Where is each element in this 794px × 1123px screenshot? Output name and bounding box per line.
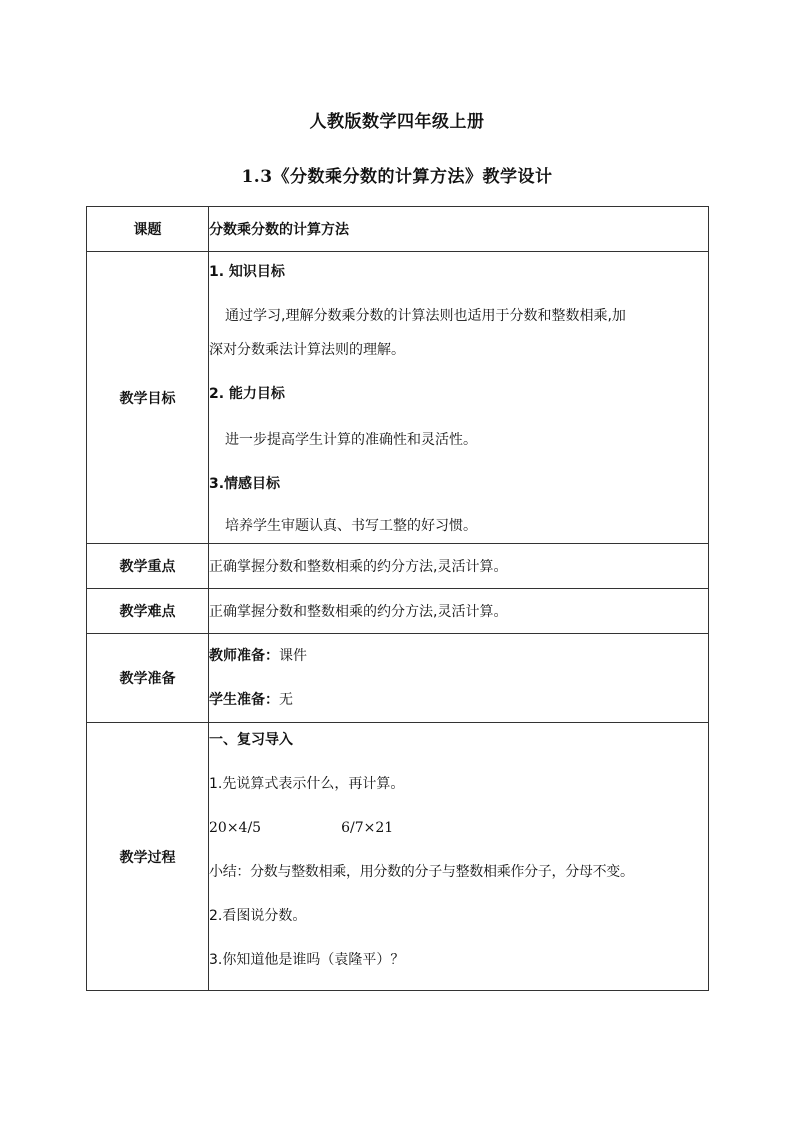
emotion-heading: 3.情感目标 [209,475,281,492]
objectives-content [209,252,709,544]
preparation-content [209,634,709,723]
difficulty-label: 教学难点 [87,589,209,634]
teacher-preparation-label: 教师准备： [209,648,279,664]
row-preparation [87,634,709,723]
teacher-preparation [209,645,708,667]
student-preparation-label: 学生准备： [209,692,279,708]
ability-heading: 2. 能力目标 [209,385,285,402]
ability-text: 进一步提高学生计算的准确性和灵活性。 [225,431,477,448]
calc-expression-1: 20×4/5 [209,820,262,836]
process-label: 教学过程 [87,723,209,991]
process-summary: 小结：分数与整数相乘，用分数的分子与整数相乘作分子，分母不变。 [209,864,634,880]
knowledge-text-line-1: 通过学习,理解分数乘分数的计算法则也适用于分数和整数相乘,加 [225,307,626,324]
row-process [87,723,709,991]
process-item-3: 3.你知道他是谁吗（袁隆平）？ [209,952,405,968]
topic-label: 课题 [87,207,209,252]
difficulty-value: 正确掌握分数和整数相乘的约分方法,灵活计算。 [209,589,709,634]
row-key-point [87,544,709,589]
process-content [209,723,709,991]
key-point-label: 教学重点 [87,544,209,589]
student-preparation-value: 无 [279,692,293,708]
topic-value: 分数乘分数的计算方法 [209,207,709,252]
document-subtitle: 1.3《分数乘分数的计算方法》教学设计 [241,167,553,187]
row-objectives [87,252,709,544]
document-title: 人教版数学四年级上册 [309,112,485,132]
lesson-plan-table [86,206,709,991]
row-topic [87,207,709,252]
row-difficulty [87,589,709,634]
process-item-2: 2.看图说分数。 [209,908,307,924]
process-item-1: 1.先说算式表示什么，再计算。 [209,776,405,792]
process-section-heading: 一、复习导入 [209,732,293,748]
preparation-label: 教学准备 [87,634,209,723]
key-point-value: 正确掌握分数和整数相乘的约分方法,灵活计算。 [209,544,709,589]
teacher-preparation-value: 课件 [279,648,307,664]
knowledge-heading: 1. 知识目标 [209,263,285,280]
knowledge-text-line-2: 深对分数乘法计算法则的理解。 [209,341,405,358]
emotion-text: 培养学生审题认真、书写工整的好习惯。 [225,517,477,534]
student-preparation [209,689,708,711]
calc-expression-2: 6/7×21 [341,820,394,836]
process-calculations [209,817,708,839]
objectives-label: 教学目标 [87,252,209,544]
